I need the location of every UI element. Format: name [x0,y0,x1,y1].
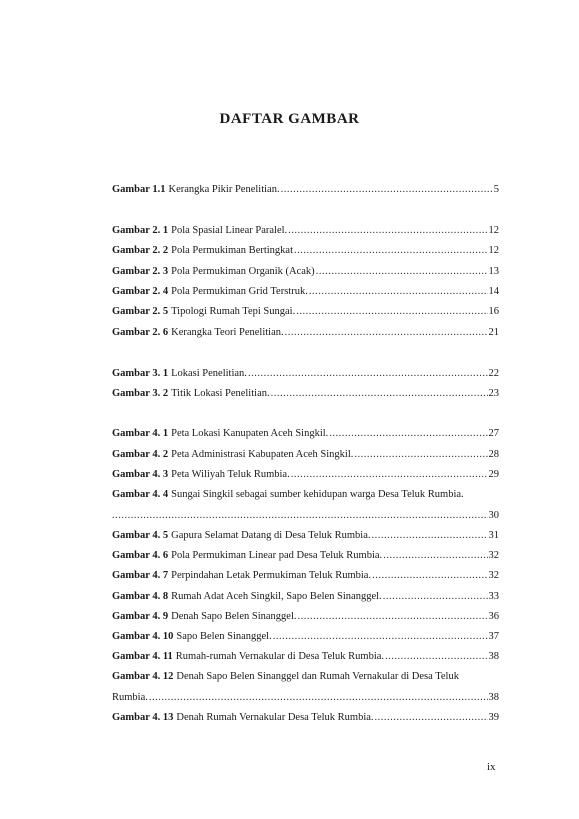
dot-leader [296,305,487,319]
figure-label: Gambar 2. 4 [112,286,169,297]
list-item [112,711,499,725]
figure-label: Gambar 4. 11 [112,651,173,662]
dot-leader [294,244,487,258]
figure-page: 39 [488,712,499,723]
figure-page: 37 [488,631,499,642]
list-item [112,650,499,664]
figure-label: Gambar 4. 13 [112,712,174,723]
dot-leader [288,224,487,238]
figure-title: Sungai Singkil sebagai sumber kehidupan warga Desa Teluk Rumbia. [171,489,464,500]
list-item [112,529,499,543]
list-item [112,427,499,441]
figure-title: Tipologi Rumah Tepi Sungai. [171,306,296,317]
figure-title: Perpindahan Letak Permukiman Teluk Rumbia. [171,570,372,581]
figure-label: Gambar 4. 3 [112,469,169,480]
figure-label: Gambar 2. 1 [112,225,169,236]
figure-title: Denah Sapo Belen Sinanggel dan Rumah Vernakular di Desa Teluk [176,671,459,682]
list-item [112,569,499,583]
figure-page: 14 [488,286,499,297]
figure-page: 12 [488,225,499,236]
figure-label: Gambar 4. 5 [112,530,169,541]
figure-label: Gambar 4. 8 [112,591,169,602]
dot-leader [248,367,488,381]
figure-page: 30 [488,510,499,521]
figure-label: Gambar 4. 2 [112,449,169,460]
list-item [112,367,499,381]
figure-title: Rumah Adat Aceh Singkil, Sapo Belen Sinanggel. [171,591,382,602]
figure-title: Pola Permukiman Bertingkat [171,245,294,256]
page-title: DAFTAR GAMBAR [219,111,360,127]
list-item [112,265,499,279]
dot-leader [372,569,487,583]
figure-page: 16 [488,306,499,317]
list-item [112,468,499,482]
figure-label: Gambar 2. 2 [112,245,169,256]
figure-label: Gambar 4. 9 [112,611,169,622]
list-item [112,183,499,197]
figure-label: Gambar 4. 12 [112,671,174,682]
list-item [112,305,499,319]
figure-page: 33 [488,591,499,602]
figure-page: 31 [488,530,499,541]
figure-page: 28 [488,449,499,460]
list-item [112,630,499,644]
list-item [112,448,499,462]
list-item [112,387,499,401]
figure-title-continued: Rumbia. [112,692,148,703]
figure-label: Gambar 4. 10 [112,631,174,642]
figure-page: 23 [488,388,499,399]
figure-label: Gambar 3. 2 [112,388,169,399]
figure-title: Pola Permukiman Organik (Acak) [171,266,315,277]
dot-leader [271,387,488,401]
figure-label: Gambar 2. 3 [112,266,169,277]
dot-leader [354,448,487,462]
list-item [112,610,499,624]
dot-leader [291,468,488,482]
figure-page: 38 [488,692,499,703]
figure-title: Kerangka Pikir Penelitian. [168,184,280,195]
figure-label: Gambar 4. 4 [112,489,169,500]
figure-title: Sapo Belen Sinanggel. [176,631,272,642]
dot-leader [383,549,487,563]
figure-title: Denah Rumah Vernakular Desa Teluk Rumbia. [176,712,374,723]
figure-title: Lokasi Penelitian. [171,368,247,379]
dot-leader [285,326,488,340]
dot-leader [375,711,488,725]
figure-page: 38 [488,651,499,662]
figure-title: Kerangka Teori Penelitian. [171,327,284,338]
dot-leader [298,610,488,624]
figure-label: Gambar 3. 1 [112,368,169,379]
list-item [112,590,499,604]
figure-label: Gambar 2. 6 [112,327,169,338]
figure-label: Gambar 4. 1 [112,428,169,439]
dot-leader [112,509,488,523]
figure-title: Pola Permukiman Linear pad Desa Teluk Rumbia. [171,550,383,561]
dot-leader [309,285,488,299]
figure-label: Gambar 1.1 [112,184,166,195]
figure-title: Peta Wiliyah Teluk Rumbia. [171,469,290,480]
list-item [112,549,499,563]
figure-title: Gapura Selamat Datang di Desa Teluk Rumbia. [171,530,371,541]
dot-leader [383,590,488,604]
dot-leader [316,265,488,279]
figure-title: Peta Lokasi Kanupaten Aceh Singkil. [171,428,329,439]
dot-leader [329,427,487,441]
dot-leader [273,630,488,644]
figure-title: Pola Spasial Linear Paralel. [171,225,288,236]
list-item [112,224,499,238]
figure-title: Rumah-rumah Vernakular di Desa Teluk Rumbia. [175,651,385,662]
list-item [112,244,499,258]
figure-label: Gambar 4. 6 [112,550,169,561]
list-item [112,285,499,299]
dot-leader [372,529,488,543]
figure-page: 29 [488,469,499,480]
figure-page: 21 [488,327,499,338]
dot-leader [281,183,493,197]
figure-page: 22 [488,368,499,379]
figure-page: 32 [488,550,499,561]
figure-page: 12 [488,245,499,256]
figure-title: Pola Permukiman Grid Terstruk. [171,286,308,297]
dot-leader [149,691,488,705]
figure-page: 13 [488,266,499,277]
figure-title: Peta Administrasi Kabupaten Aceh Singkil. [171,449,354,460]
figure-title: Titik Lokasi Penelitian. [171,388,270,399]
figure-label: Gambar 4. 7 [112,570,169,581]
page-number: ix [487,761,496,773]
figure-page: 27 [488,428,499,439]
list-item [112,670,499,705]
dot-leader [385,650,487,664]
figure-label: Gambar 2. 5 [112,306,169,317]
list-item [112,326,499,340]
list-item [112,488,499,523]
figure-page: 36 [488,611,499,622]
figure-page: 5 [493,184,499,195]
figure-title: Denah Sapo Belen Sinanggel. [171,611,297,622]
figure-page: 32 [488,570,499,581]
